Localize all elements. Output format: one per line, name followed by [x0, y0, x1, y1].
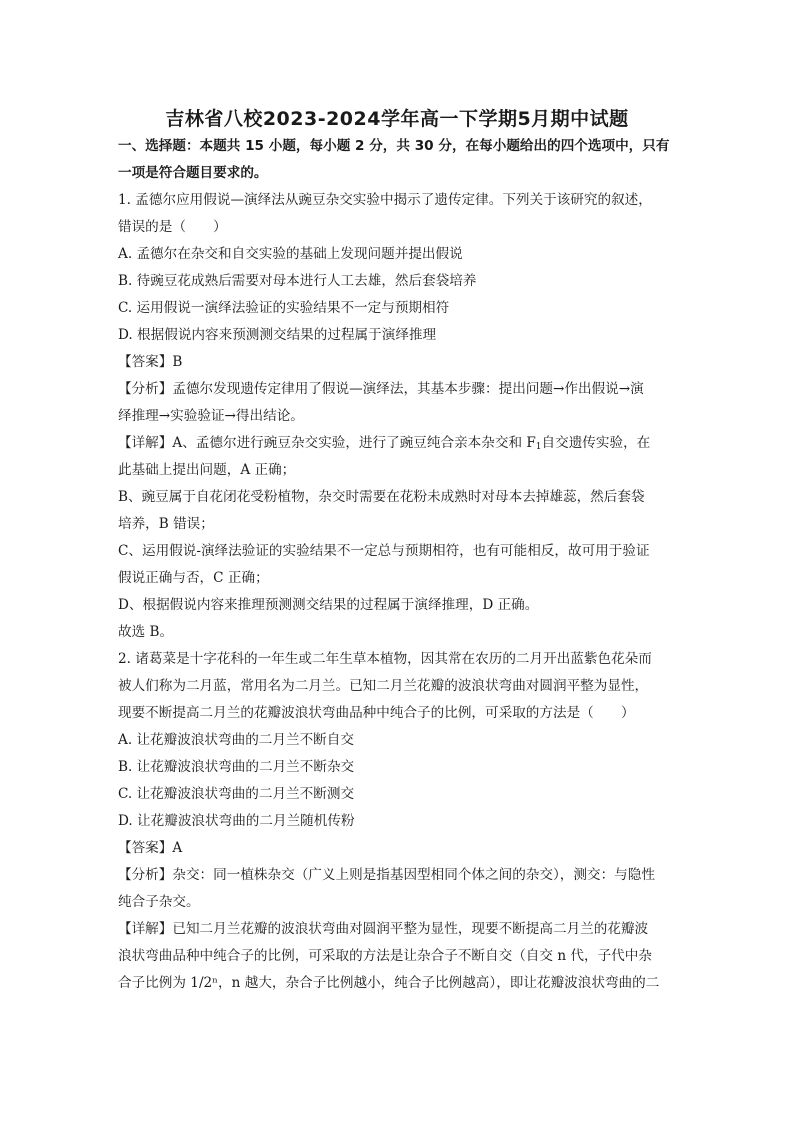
q1-detail-line-3: B、豌豆属于自花闭花受粉植物，杂交时需要在花粉未成熟时对母本去掉雄蕊，然后套袋	[118, 489, 645, 505]
q1-analysis-line-1: 【分析】孟德尔发现遗传定律用了假说—演绎法，其基本步骤：提出问题→作出假说→演	[118, 381, 644, 397]
q1-detail-line-1	[118, 433, 678, 457]
q1-analysis-line-2: 绎推理→实验验证→得出结论。	[118, 408, 304, 424]
q1-option-a: A. 孟德尔在杂交和自交实验的基础上发现问题并提出假说	[118, 246, 463, 262]
q1-detail-line-4: 培养，B 错误；	[118, 516, 214, 532]
q2-stem-line-3: 现要不断提高二月兰的花瓣波浪状弯曲品种中纯合子的比例，可采取的方法是（ ）	[118, 705, 635, 721]
q1-answer: 【答案】B	[118, 354, 183, 370]
q2-answer: 【答案】A	[118, 840, 183, 856]
q1-detail-line-7: D、根据假说内容来推理预测测交结果的过程属于演绎推理，D 正确。	[118, 597, 539, 613]
q1-stem-line-1: 1. 孟德尔应用假说—演绎法从豌豆杂交实验中揭示了遗传定律。下列关于该研究的叙述，	[118, 192, 652, 208]
f1-subscript: 1	[535, 442, 542, 452]
q2-analysis-line-1: 【分析】杂交：同一植株杂交（广义上则是指基因型相同个体之间的杂交），测交：与隐性	[118, 867, 655, 883]
q2-analysis-line-2: 纯合子杂交。	[118, 894, 200, 910]
q1-detail-line-1-text: 【详解】A、孟德尔进行豌豆杂交实验，进行了豌豆纯合亲本杂交和 F	[118, 435, 536, 451]
q2-detail-line-3: 合子比例为 1/2ⁿ，n 越大，杂合子比例越小，纯合子比例越高），即让花瓣波浪状弯曲的二	[118, 975, 660, 991]
q1-conclusion: 故选 B。	[118, 624, 174, 640]
q2-stem-line-1: 2. 诸葛菜是十字花科的一年生或二年生草本植物，因其常在农历的二月开出蓝紫色花朵而	[118, 651, 652, 667]
q2-detail-line-2: 浪状弯曲品种中纯合子的比例，可采取的方法是让杂合子不断自交（自交 n 代，子代中杂	[118, 948, 652, 964]
q1-stem-line-2: 错误的是（ ）	[118, 219, 227, 235]
q2-stem-line-2: 被人们称为二月蓝，常用名为二月兰。已知二月兰花瓣的波浪状弯曲对圆润平整为显性，	[118, 678, 649, 694]
q1-option-c: C. 运用假说一演绎法验证的实验结果不一定与预期相符	[118, 300, 450, 316]
q1-detail-line-6: 假说正确与否，C 正确；	[118, 570, 269, 586]
q2-option-b: B. 让花瓣波浪状弯曲的二月兰不断杂交	[118, 759, 355, 775]
q1-detail-line-2: 此基础上提出问题，A 正确；	[118, 462, 296, 478]
q2-option-c: C. 让花瓣波浪状弯曲的二月兰不断测交	[118, 786, 355, 802]
q2-option-a: A. 让花瓣波浪状弯曲的二月兰不断自交	[118, 732, 354, 748]
q1-option-d: D. 根据假说内容来预测测交结果的过程属于演绎推理	[118, 327, 437, 343]
q1-detail-line-1-rest: 自交遗传实验，在	[541, 435, 651, 451]
q1-option-b: B. 待豌豆花成熟后需要对母本进行人工去雄，然后套袋培养	[118, 273, 477, 289]
section-heading-line-1: 一、选择题：本题共 15 小题，每小题 2 分，共 30 分，在每小题给出的四个选项中，只有	[118, 138, 670, 154]
q1-detail-line-5: C、运用假说-演绎法验证的实验结果不一定总与预期相符，也有可能相反，故可用于验证	[118, 543, 650, 559]
q2-detail-line-1: 【详解】已知二月兰花瓣的波浪状弯曲对圆润平整为显性，现要不断提高二月兰的花瓣波	[118, 921, 649, 937]
q2-option-d: D. 让花瓣波浪状弯曲的二月兰随机传粉	[118, 813, 355, 829]
page-title: 吉林省八校2023-2024学年高一下学期5月期中试题	[165, 108, 629, 130]
section-heading-line-2: 一项是符合题目要求的。	[118, 165, 268, 181]
